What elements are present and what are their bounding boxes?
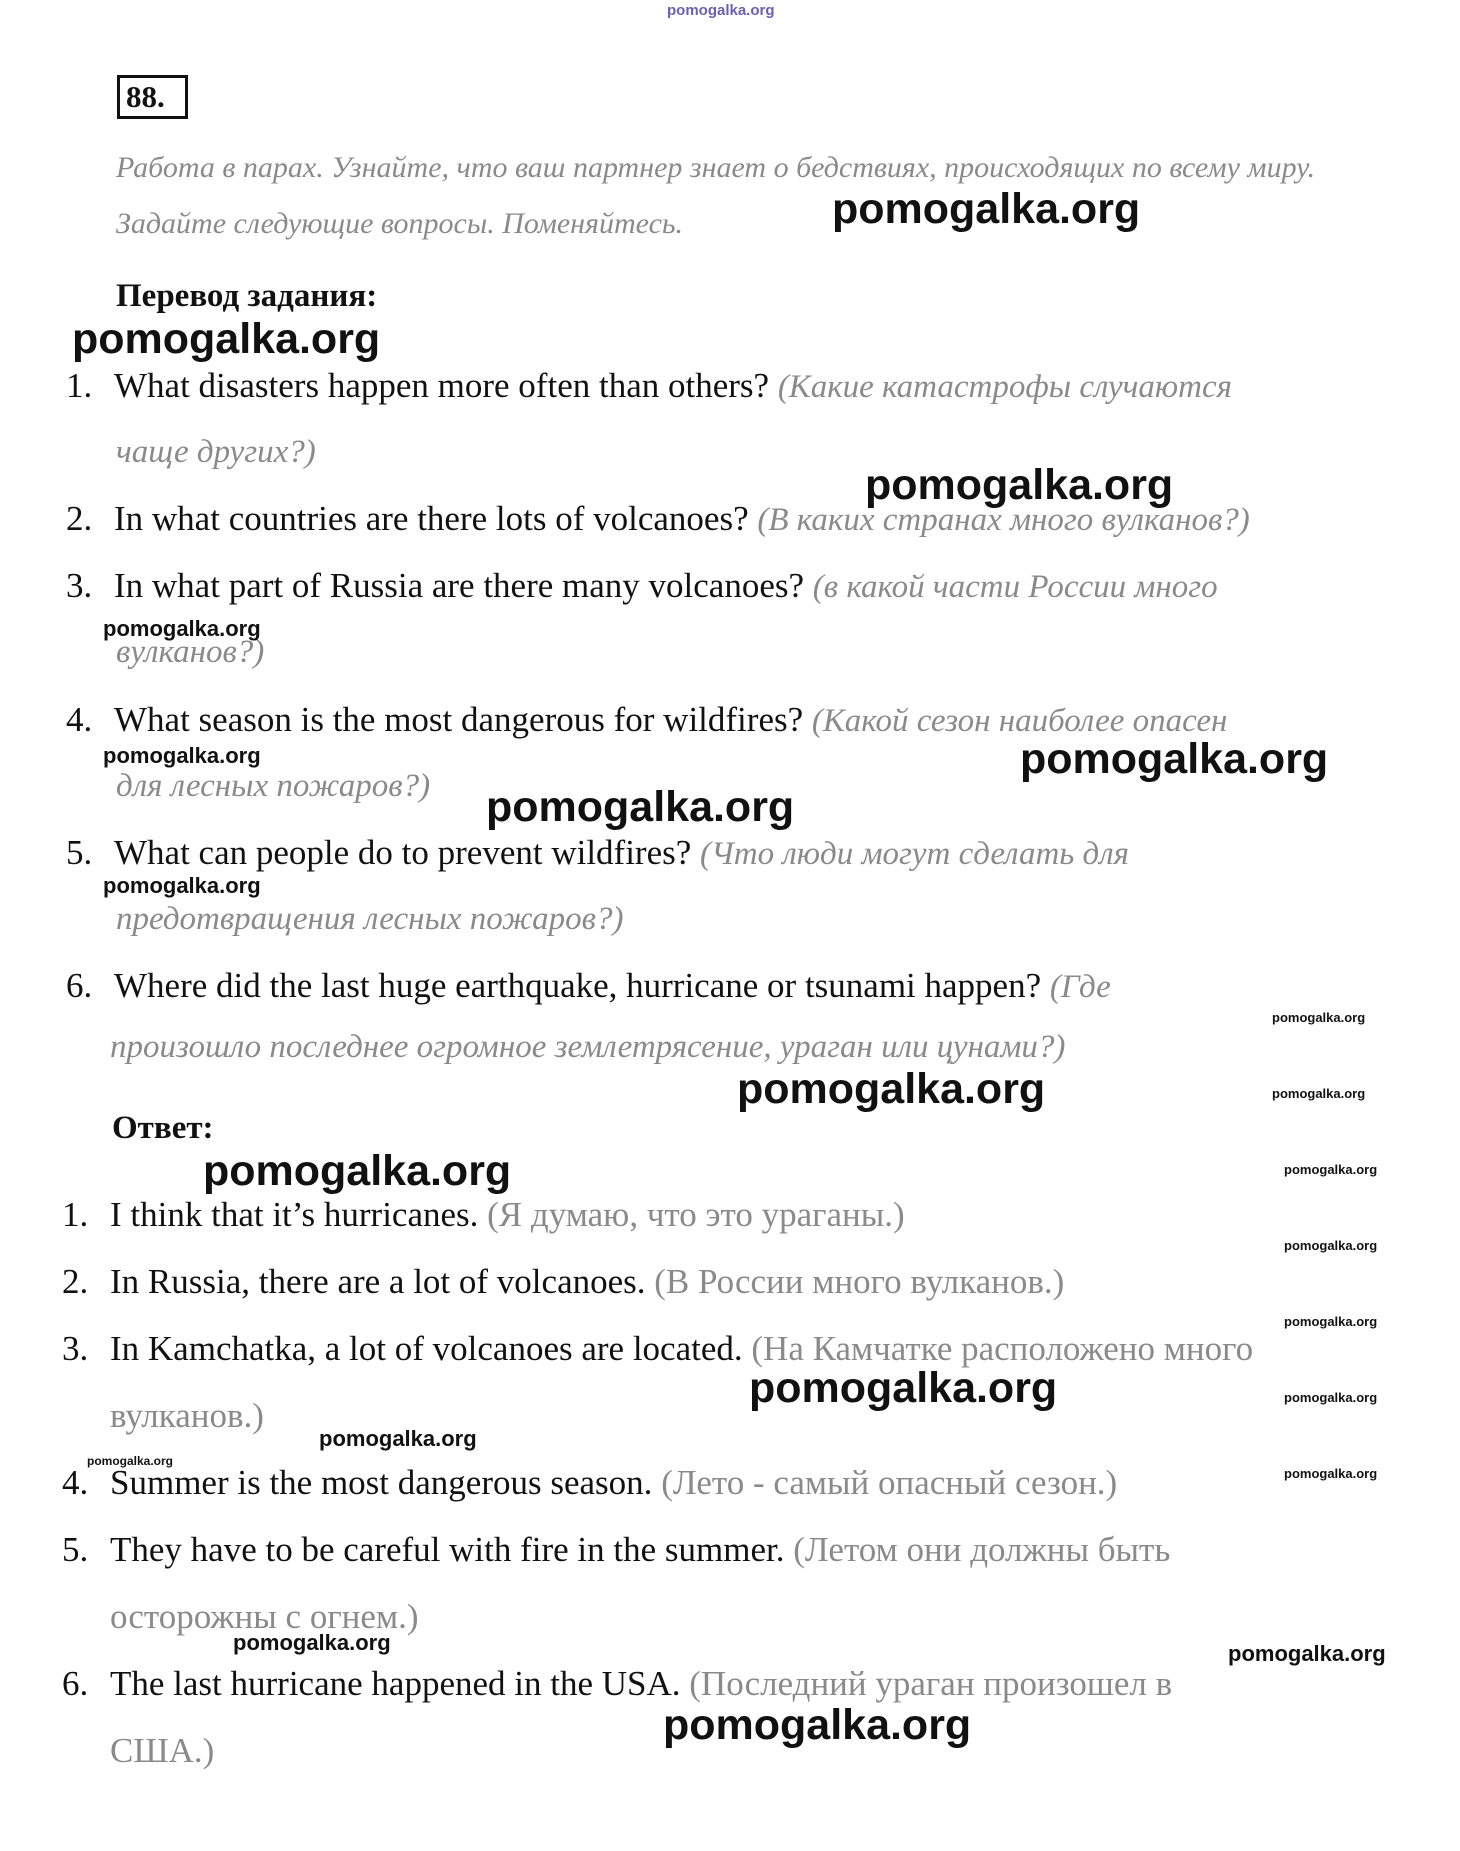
watermark: pomogalka.org: [319, 1426, 477, 1451]
watermark: pomogalka.org: [486, 783, 795, 831]
list-item: 6. The last hurricane happened in the USA. (Последний ураган произошел в: [62, 1664, 1173, 1703]
watermark: pomogalka.org: [1284, 1162, 1378, 1177]
watermark: pomogalka.org: [737, 1065, 1046, 1113]
watermark: pomogalka.org: [1284, 1466, 1378, 1481]
list-item-continuation: осторожны с огнем.): [110, 1597, 419, 1636]
watermark: pomogalka.org: [663, 1701, 972, 1749]
watermark: pomogalka.org: [1020, 735, 1329, 783]
watermark: pomogalka.org: [1272, 1086, 1366, 1101]
list-item: 2. In Russia, there are a lot of volcanoes. (В России много вулканов.): [62, 1262, 1065, 1301]
list-item-continuation: вулканов?): [116, 634, 265, 670]
watermark: pomogalka.org: [1228, 1641, 1386, 1666]
watermark: pomogalka.org: [103, 873, 261, 898]
exercise-number: 88.: [117, 75, 188, 119]
watermark: pomogalka.org: [103, 743, 261, 768]
watermark: pomogalka.org: [1284, 1314, 1378, 1329]
list-item: 5. They have to be careful with fire in the summer. (Летом они должны быть: [62, 1530, 1171, 1569]
watermark: pomogalka.org: [1272, 1010, 1366, 1025]
top-watermark: pomogalka.org: [667, 2, 775, 19]
list-item: 6. Where did the last huge earthquake, hurricane or tsunami happen? (Где: [66, 966, 1111, 1005]
list-item: 5. What can people do to prevent wildfires? (Что люди могут сделать для: [66, 833, 1129, 872]
watermark: pomogalka.org: [203, 1147, 512, 1195]
list-item: 4. Summer is the most dangerous season. (Лето - самый опасный сезон.): [62, 1463, 1118, 1502]
list-item: 4. What season is the most dangerous for wildfires? (Какой сезон наиболее опасен: [66, 700, 1228, 739]
list-item: 2. In what countries are there lots of volcanoes? (В каких странах много вулканов?): [66, 499, 1250, 538]
watermark: pomogalka.org: [72, 315, 381, 363]
watermark: pomogalka.org: [1284, 1390, 1378, 1405]
list-item-continuation: чаще других?): [116, 434, 316, 470]
list-item-continuation: произошло последнее огромное землетрясение, ураган или цунами?): [110, 1029, 1066, 1065]
list-item: 1. What disasters happen more often than others? (Какие катастрофы случаются: [66, 366, 1232, 405]
answer-heading: Ответ:: [112, 1110, 214, 1146]
list-item: 1. I think that it’s hurricanes. (Я думаю, что это ураганы.): [62, 1195, 905, 1234]
watermark: pomogalka.org: [233, 1630, 391, 1655]
list-item-continuation: для лесных пожаров?): [116, 768, 431, 804]
list-item: 3. In Kamchatka, a lot of volcanoes are located. (На Камчатке расположено много: [62, 1329, 1254, 1368]
watermark: pomogalka.org: [749, 1364, 1058, 1412]
intro-text: Работа в парах. Узнайте, что ваш партнер знает о бедствиях, происходящих по всему миру. Задайте следующие вопросы. Поменяйтесь.: [116, 151, 1316, 240]
list-item: 3. In what part of Russia are there many volcanoes? (в какой части России много: [66, 566, 1218, 605]
list-item-continuation: вулканов.): [110, 1396, 264, 1435]
watermark: pomogalka.org: [832, 185, 1141, 233]
list-item-continuation: США.): [110, 1731, 215, 1770]
watermark: pomogalka.org: [103, 616, 261, 641]
watermark: pomogalka.org: [87, 1454, 174, 1468]
watermark: pomogalka.org: [865, 461, 1174, 509]
task-heading: Перевод задания:: [116, 278, 378, 314]
list-item-continuation: предотвращения лесных пожаров?): [116, 901, 624, 937]
watermark: pomogalka.org: [1284, 1238, 1378, 1253]
